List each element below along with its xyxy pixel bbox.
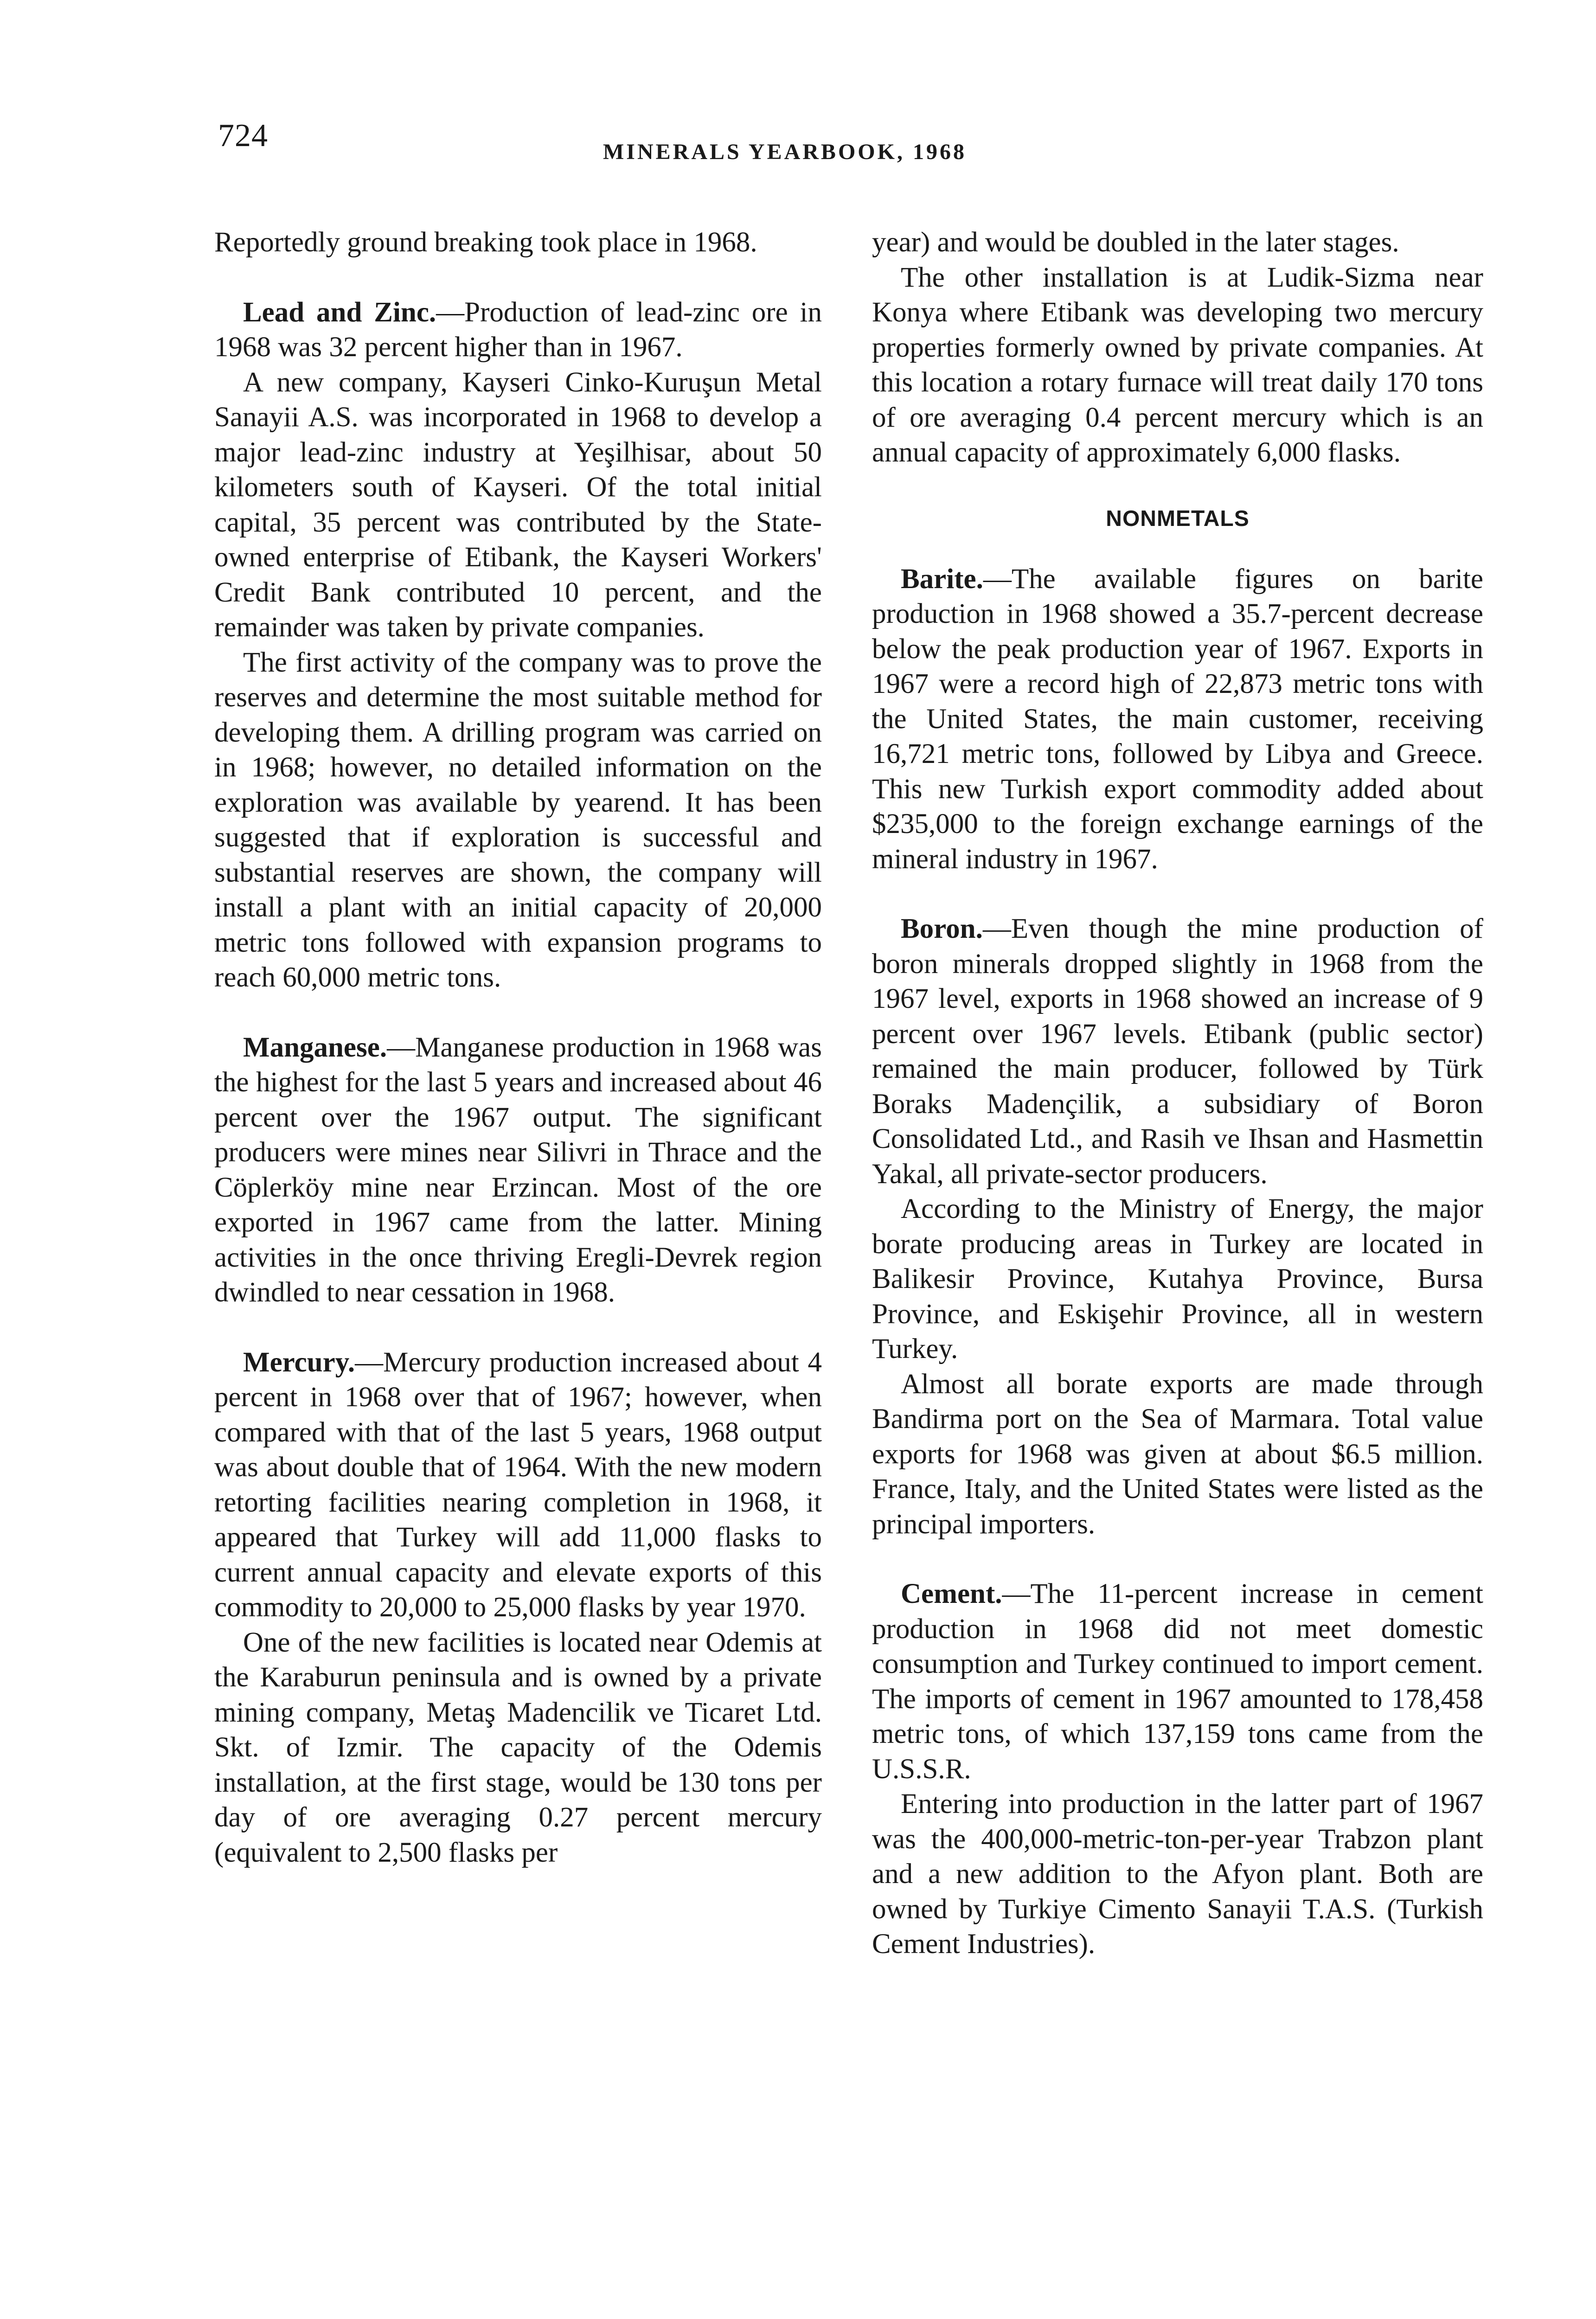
boron-text: —Even though the mine production of boron minerals dropped slightly in 1968 from the 1967 level, exports in 1968 showed an increase of 9 percent over 1967 levels. Etibank (public sector) remained the main producer, followed by Türk Boraks Madençilik, a subsidiary of Boron Consolidated Ltd., and Rasih ve Ihsan and Hasmettin Yakal, all private-sector producers.: [872, 913, 1483, 1190]
lead-zinc-text: —Production of lead-zinc ore in 1968 was 32 percent higher than in 1967.: [214, 296, 822, 363]
cement-heading: Cement.: [901, 1578, 1002, 1609]
barite-paragraph: [872, 562, 1483, 877]
boron-paragraph-3: Almost all borate exports are made through Bandirma port on the Sea of Marmara. Total value exports for 1968 was given at about $6.5 million. France, Italy, and the United States were listed as the principal importers.: [872, 1368, 1483, 1540]
lead-zinc-heading: Lead and Zinc.: [243, 296, 436, 328]
mercury-paragraph-3: The other installation is at Ludik-Sizma near Konya where Etibank was developing two mercury properties formerly owned by private companies. At this location a rotary furnace will treat daily 170 tons of ore averaging 0.4 percent mercury which is an annual capacity of approximately 6,000 flasks.: [872, 262, 1483, 468]
manganese-paragraph: [214, 1030, 822, 1310]
barite-text: —The available figures on barite production in 1968 showed a 35.7-percent decrease below the peak production year of 1967. Exports in 1967 were a record high of 22,873 metric tons with the United States, the main customer, receiving 16,721 metric tons, followed by Libya and Greece. This new Turkish export commodity added about $235,000 to the foreign exchange earnings of the mineral industry in 1967.: [872, 563, 1483, 875]
nonmetals-heading: NONMETALS: [1106, 506, 1250, 531]
left-column: [214, 225, 822, 1870]
boron-heading: Boron.: [901, 913, 983, 944]
page-number: 724: [218, 118, 268, 154]
lead-zinc-paragraph-2: A new company, Kayseri Cinko-Kuruşun Metal Sanayii A.S. was incorporated in 1968 to develop a major lead-zinc industry at Yeşilhisar, about 50 kilometers south of Kayseri. Of the total initial capital, 35 percent was contributed by the State-owned enterprise of Etibank, the Kayseri Workers' Credit Bank contributed 10 percent, and the remainder was taken by private companies.: [214, 366, 822, 643]
mercury-paragraph: [214, 1345, 822, 1625]
manganese-heading: Manganese.: [243, 1031, 387, 1063]
mercury-heading: Mercury.: [243, 1346, 355, 1378]
manganese-text: —Manganese production in 1968 was the highest for the last 5 years and increased about 46 percent over the 1967 output. The significant producers were mines near Silivri in Thrace and the Cöplerköy mine near Erzincan. Most of the ore exported in 1967 came from the latter. Mining activities in the once thriving Eregli-Devrek region dwindled to near cessation in 1968.: [214, 1031, 822, 1308]
mercury-continued: year) and would be doubled in the later stages.: [872, 227, 1399, 258]
lead-zinc-paragraph: [214, 295, 822, 365]
cement-paragraph-2: Entering into production in the latter part of 1967 was the 400,000-metric-ton-per-year Trabzon plant and a new addition to the Afyon plant. Both are owned by Turkiye Cimento Sanayii T.A.S. (Turkish Cement Industries).: [872, 1788, 1483, 1960]
boron-paragraph: [872, 911, 1483, 1192]
mercury-paragraph-2: One of the new facilities is located near Odemis at the Karaburun peninsula and is owned by a private mining company, Metaş Madencilik ve Ticaret Ltd. Skt. of Izmir. The capacity of the Odemis installation, at the first stage, would be 130 tons per day of ore averaging 0.27 percent mercury (equivalent to 2,500 flasks per: [214, 1627, 822, 1868]
mercury-text: —Mercury production increased about 4 percent in 1968 over that of 1967; however, when compared with that of the last 5 years, 1968 output was about double that of 1964. With the new modern retorting facilities nearing completion in 1968, it appeared that Turkey will add 11,000 flasks to current annual capacity and elevate exports of this commodity to 20,000 to 25,000 flasks by year 1970.: [214, 1346, 822, 1623]
right-column: [872, 225, 1483, 1962]
barite-heading: Barite.: [901, 563, 983, 595]
cement-text: —The 11-percent increase in cement production in 1968 did not meet domestic consumption and Turkey continued to import cement. The imports of cement in 1967 amounted to 178,458 metric tons, of which 137,159 tons came from the U.S.S.R.: [872, 1578, 1483, 1785]
lead-zinc-paragraph-3: The first activity of the company was to prove the reserves and determine the most suitable method for developing them. A drilling program was carried on in 1968; however, no detailed information on the exploration was available by yearend. It has been suggested that if exploration is successful and substantial reserves are shown, the company will install a plant with an initial capacity of 20,000 metric tons followed with expansion programs to reach 60,000 metric tons.: [214, 647, 822, 993]
boron-paragraph-2: According to the Ministry of Energy, the major borate producing areas in Turkey are located in Balikesir Province, Kutahya Province, Bursa Province, and Eskişehir Province, all in western Turkey.: [872, 1193, 1483, 1364]
paragraph-ground-breaking: Reportedly ground breaking took place in 1968.: [214, 227, 757, 258]
running-head: MINERALS YEARBOOK, 1968: [603, 140, 967, 164]
cement-paragraph: [872, 1576, 1483, 1787]
